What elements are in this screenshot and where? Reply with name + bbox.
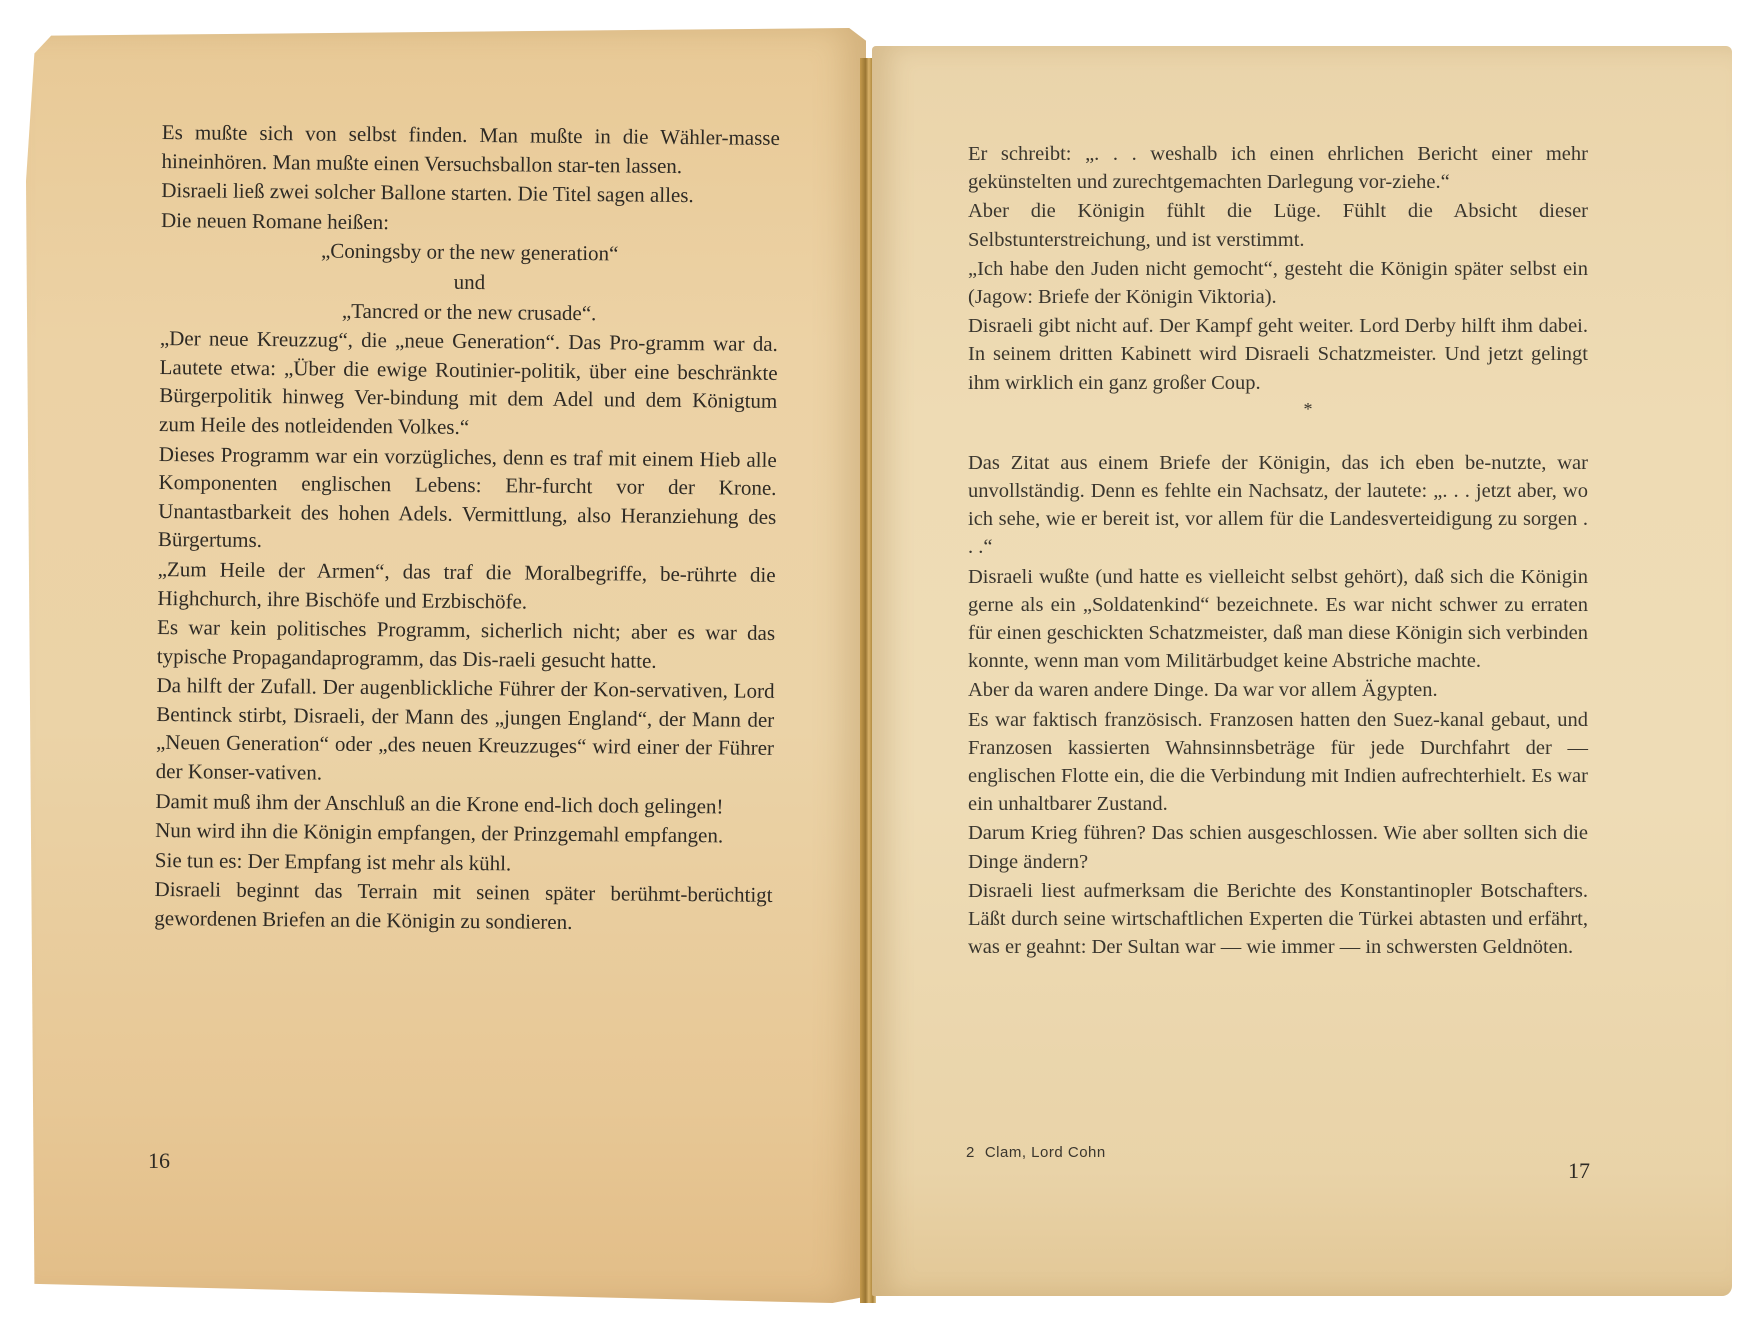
signature-text: Clam, Lord Cohn	[984, 1144, 1106, 1161]
paragraph: Aber da waren andere Dinge. Da war vor allem Ägypten.	[968, 679, 1438, 702]
signature-number: 2	[966, 1144, 975, 1161]
section-break-asterisk-icon: *	[1303, 398, 1313, 419]
paragraph: Es mußte sich von selbst finden. Man mußte in die Wähler-masse hineinhören. Man mußte einen Versuchsballon star-ten lassen.	[161, 119, 780, 178]
paragraph: Es war kein politisches Programm, sicherlich nicht; aber es war das typische Propagandaprogramm, das Dis-raeli gesucht hatte.	[156, 615, 776, 673]
paragraph: Die neuen Romane heißen:	[160, 207, 390, 234]
paragraph: Darum Krieg führen? Das schien ausgeschlossen. Wie aber sollten sich die Dinge ändern?	[968, 822, 1588, 873]
paragraph: Das Zitat aus einem Briefe der Königin, das ich eben be-nutzte, war unvollständig. Denn es fehlte ein Nachsatz, der lautete: „. . . jetzt aber, wo ich sehe, wie er bereit ist, vor allem für die Landesverteidigung zu sorgen . . .“	[968, 451, 1588, 559]
paragraph: Dieses Programm war ein vorzügliches, denn es traf mit einem Hieb alle Komponenten englischen Lebens: Ehr-furcht vor der Krone. Unantastbarkeit des hohen Adels. Vermittlung, also Heranziehung des Bürgertums.	[157, 441, 777, 553]
printer-signature-mark	[966, 1144, 1106, 1161]
right-page-text	[968, 140, 1588, 961]
paragraph: „Der neue Kreuzzug“, die „neue Generation“. Das Pro-gramm war da. Lautete etwa: „Über die ewige Routinier-politik, über eine beschränkte Bürgerpolitik hinweg Ver-bindung mit dem Adel und dem Königtum zum Heile des notleidenden Volkes.“	[158, 326, 778, 439]
paragraph: Nun wird ihn die Königin empfangen, der Prinzgemahl empfangen.	[155, 818, 724, 848]
paragraph: Sie tun es: Der Empfang ist mehr als kühl.	[154, 847, 512, 876]
novel-title-tancred: „Tancred or the new crusade“.	[341, 298, 597, 325]
paragraph: Disraeli gibt nicht auf. Der Kampf geht weiter. Lord Derby hilft ihm dabei. In seinem dritten Kabinett wird Disraeli Schatzmeister. Und jetzt gelingt ihm wirklich ein ganz großer Coup.	[968, 315, 1588, 394]
left-page-text	[154, 118, 780, 939]
paragraph: Disraeli ließ zwei solcher Ballone starten. Die Titel sagen alles.	[161, 178, 694, 208]
paragraph: Disraeli wußte (und hatte es vielleicht selbst gehört), daß sich die Königin gerne als ein „Soldatenkind“ bezeichnete. Es war nicht schwer zu erraten für einen geschickten Schatzmeister, daß man diese Königin sich verbinden konnte, wenn man vom Militärbudget keine Abstriche machte.	[968, 565, 1588, 673]
paragraph: Da hilft der Zufall. Der augenblickliche Führer der Kon-servativen, Lord Bentinck stirbt, Disraeli, der Mann des „jungen England“, der Mann der „Neuen Generation“ oder „des neuen Kreuzzuges“ wird einer der Führer der Konser-vativen.	[155, 673, 775, 785]
page-number-left: 16	[148, 1148, 170, 1173]
paragraph: Aber die Königin fühlt die Lüge. Fühlt die Absicht dieser Selbstunterstreichung, und ist verstimmt.	[968, 200, 1588, 251]
section-gap	[968, 423, 1588, 449]
paragraph: Damit muß ihm der Anschluß an die Krone end-lich doch gelingen!	[155, 788, 724, 819]
paragraph: Es war faktisch französisch. Franzosen hatten den Suez-kanal gebaut, und Franzosen kassierten Wahnsinnsbeträge für jede Durchfahrt der — englischen Flotte ein, die die Verbindung mit Indien aufrechterhielt. Es war ein unhaltbarer Zustand.	[968, 708, 1588, 816]
paragraph: „Ich habe den Juden nicht gemocht“, gesteht die Königin später selbst ein (Jagow: Briefe der Königin Viktoria).	[968, 257, 1588, 309]
title-connector: und	[453, 269, 486, 295]
page-number-right: 17	[1568, 1158, 1590, 1183]
paragraph: Disraeli liest aufmerksam die Berichte des Konstantinopler Botschafters. Läßt durch seine wirtschaftlichen Experten die Türkei abtasten und erfährt, was er geahnt: Der Sultan war — wie immer — in schwersten Geldnöten.	[968, 879, 1588, 959]
paragraph: „Zum Heile der Armen“, das traf die Moralbegriffe, be-rührte die Highchurch, ihre Bischöfe und Erzbischöfe.	[157, 556, 776, 614]
paragraph: Er schreibt: „. . . weshalb ich einen ehrlichen Bericht einer mehr gekünstelten und zurechtgemachten Darlegung vor-ziehe.“	[968, 143, 1588, 194]
novel-title-coningsby: „Coningsby or the new generation“	[320, 238, 619, 266]
paragraph: Disraeli beginnt das Terrain mit seinen später berühmt-berüchtigt gewordenen Briefen an die Königin zu sondieren.	[154, 877, 773, 935]
